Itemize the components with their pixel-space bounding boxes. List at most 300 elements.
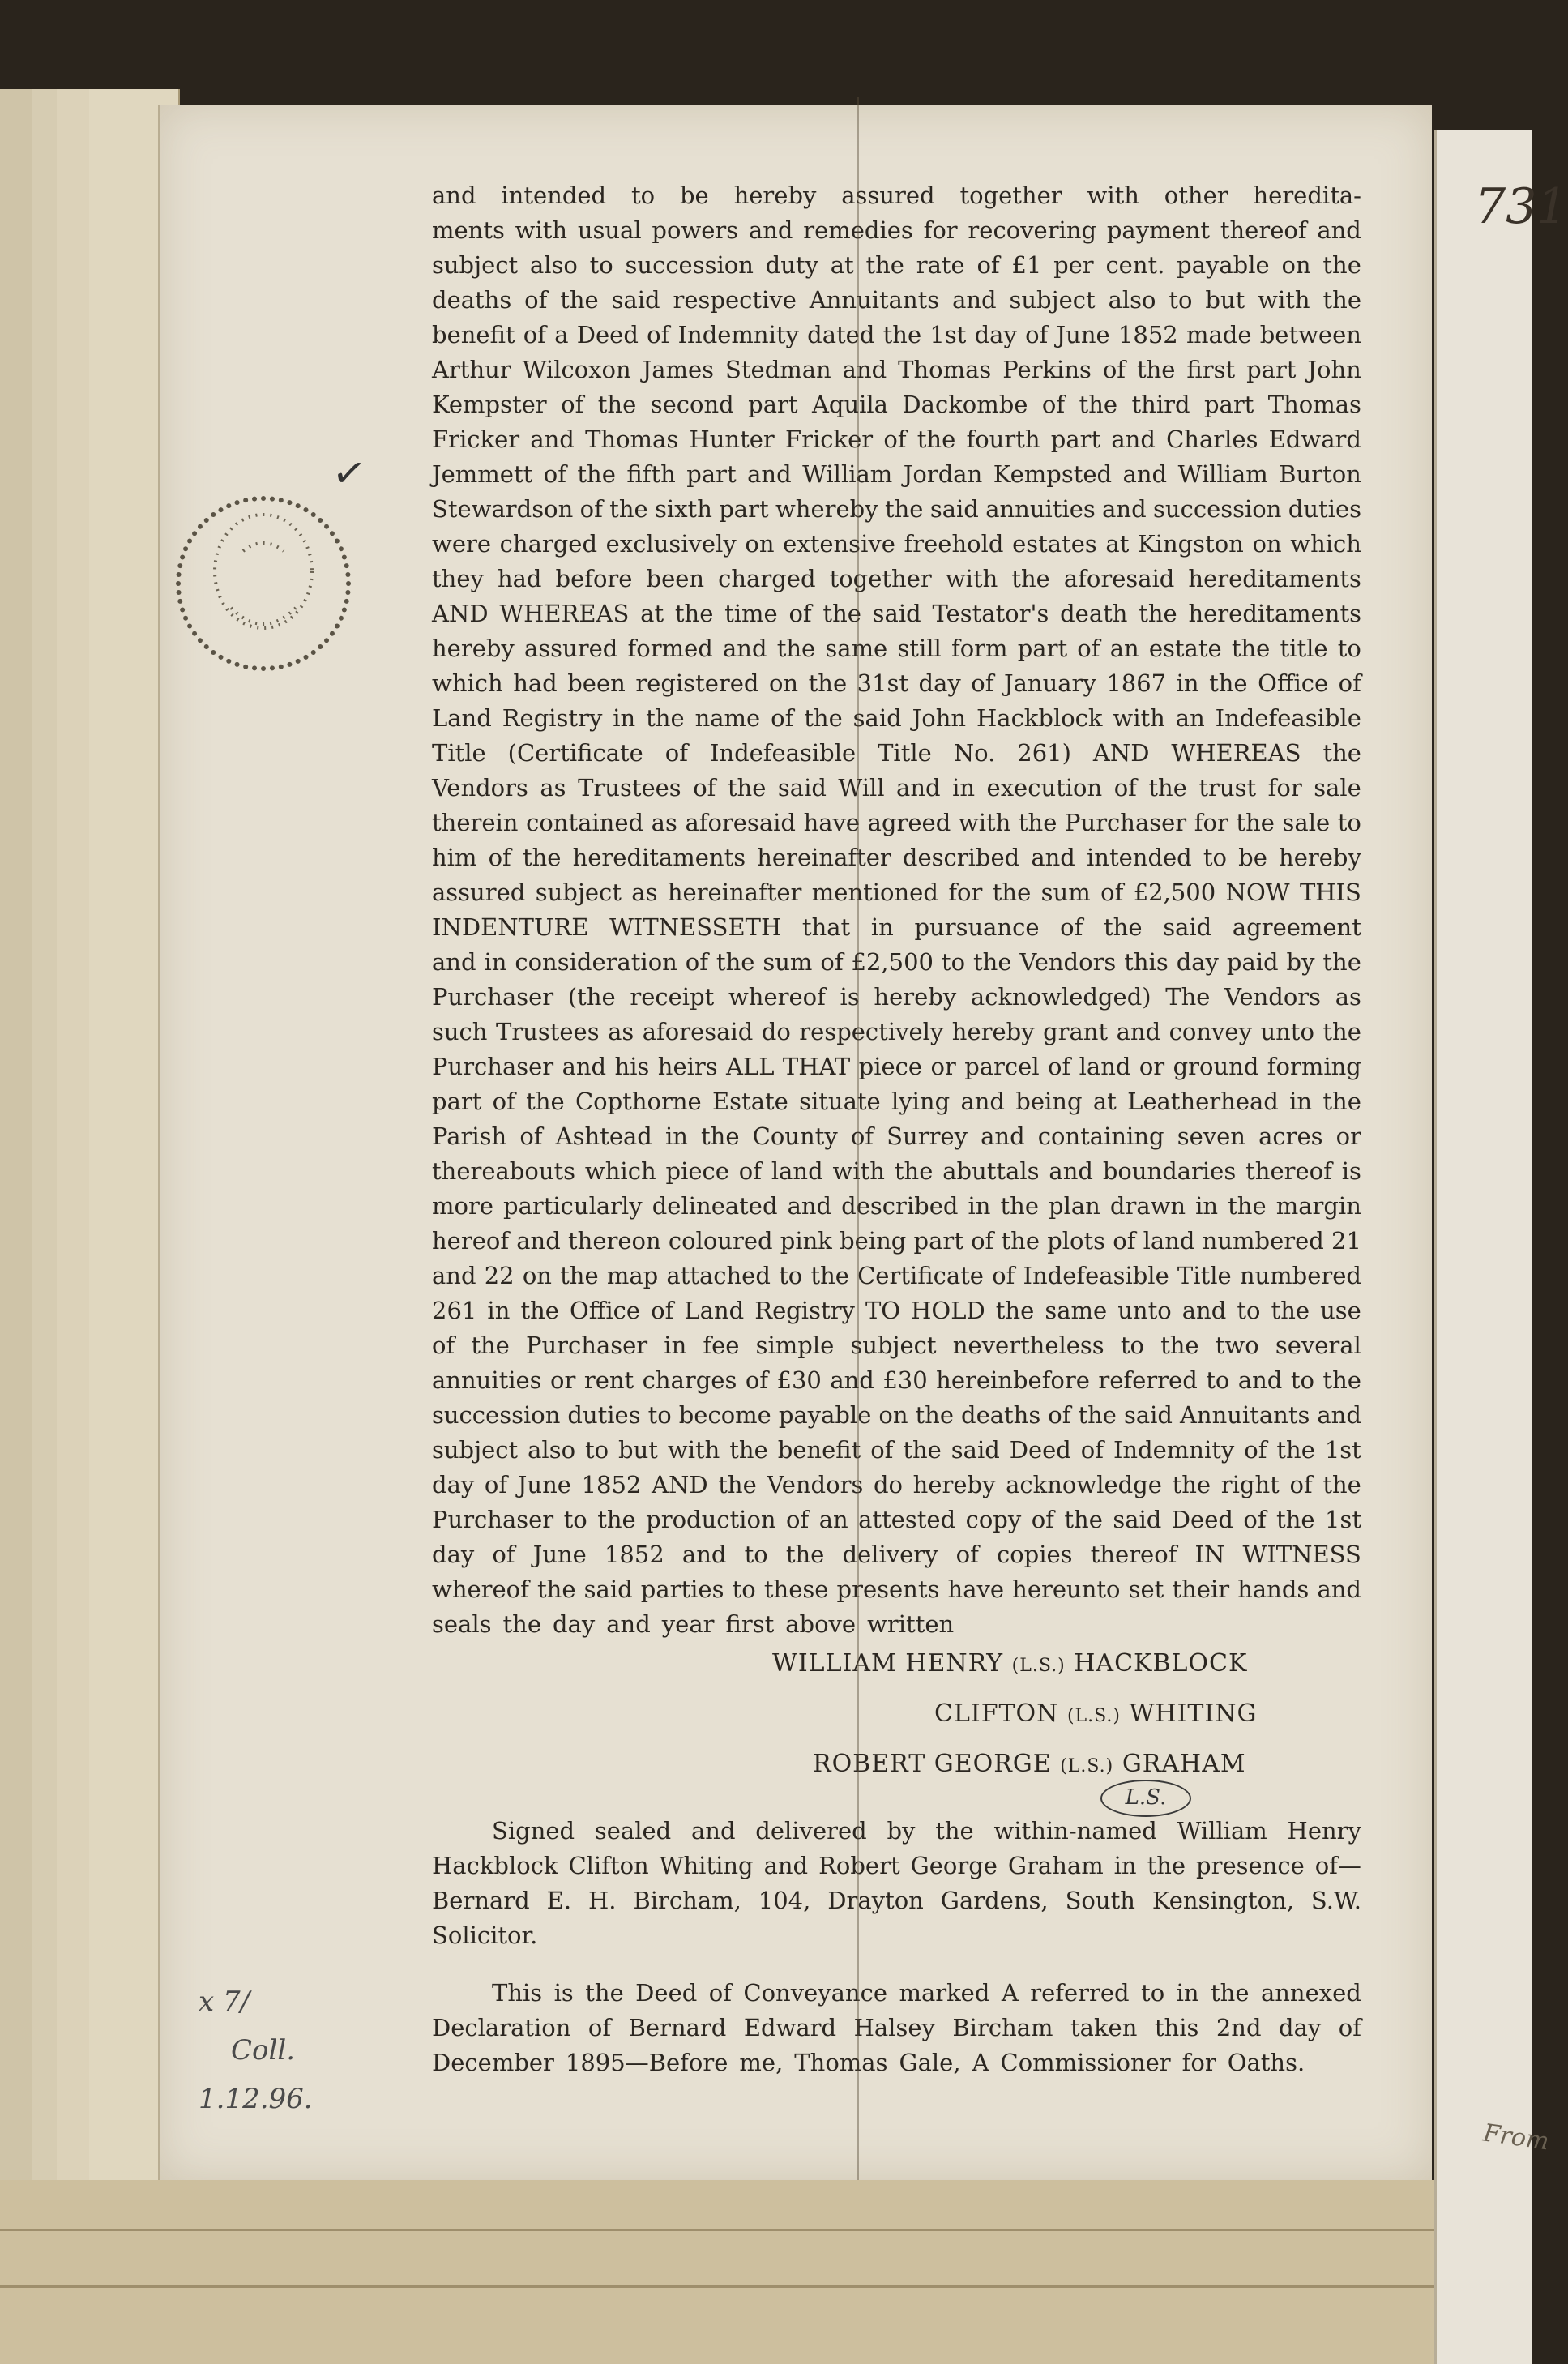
word: Oaths. [1227, 2049, 1305, 2076]
word: the [718, 1471, 757, 1498]
word: Certificate [857, 1262, 984, 1289]
word: and [1317, 1401, 1361, 1429]
word: together [959, 182, 1062, 209]
word: hereinafter [757, 844, 891, 871]
word: said [1113, 1506, 1162, 1533]
word: copies [996, 1541, 1073, 1568]
word: margin [1275, 1192, 1361, 1220]
word: more [432, 1192, 493, 1220]
word: simple [755, 1332, 835, 1359]
word: first [725, 1610, 775, 1638]
word: do [761, 1018, 791, 1045]
word: plots [1047, 1227, 1106, 1255]
word: of [484, 1471, 508, 1498]
handwritten-seal-mark: L.S. [1100, 1780, 1191, 1817]
word: heredita- [1253, 182, 1361, 209]
word: the [1231, 635, 1271, 662]
word: Graham [1007, 1852, 1104, 1879]
word: of [524, 286, 548, 314]
word: Title [432, 739, 486, 767]
text-line [432, 527, 1361, 562]
word: Testator's [932, 600, 1049, 627]
word: Purchaser [432, 983, 554, 1011]
word: sum [763, 948, 813, 976]
word: mentioned [811, 878, 938, 906]
word: of [955, 1541, 979, 1568]
word: John [912, 704, 967, 732]
word: Bircham [952, 2014, 1053, 2041]
word: aforesaid [1063, 565, 1175, 592]
word: of [579, 495, 603, 523]
word: with [1113, 704, 1165, 732]
word: of [1031, 1506, 1054, 1533]
word: William [802, 460, 893, 488]
word: December [432, 2049, 554, 2076]
word: the [716, 948, 755, 976]
word: this [1154, 2014, 1199, 2041]
word: William [1177, 460, 1268, 488]
word: above [785, 1610, 857, 1638]
word: in [1176, 1979, 1199, 2007]
word: Drayton [827, 1887, 924, 1914]
word: rate [916, 251, 965, 279]
word: E. [546, 1887, 572, 1914]
word: parties [640, 1575, 724, 1603]
word: duty [765, 251, 818, 279]
word: other [1164, 182, 1228, 209]
word: an [1109, 635, 1139, 662]
word: part [719, 495, 769, 523]
word: in [613, 704, 636, 732]
word: and [432, 948, 476, 976]
word: sixth [655, 495, 712, 523]
word: of [1048, 1401, 1071, 1429]
word: consideration [515, 948, 677, 976]
text-line [432, 1572, 1361, 1607]
word: recovering [968, 216, 1097, 244]
word: to [1337, 635, 1361, 662]
word: trust [1198, 774, 1257, 802]
text-line [432, 562, 1361, 596]
word: and [748, 216, 793, 244]
word: and [606, 1610, 651, 1638]
word: in [1195, 1192, 1219, 1220]
word: hereby [1279, 844, 1361, 871]
word: Bernard [432, 1887, 530, 1914]
word: County [752, 1122, 838, 1150]
word: and [1111, 425, 1156, 453]
word: together [829, 565, 932, 592]
word: Whiting [659, 1852, 754, 1879]
word: in [487, 1297, 511, 1324]
word: being [1015, 1088, 1083, 1115]
margin-note: 1.12.96. [199, 2083, 313, 2115]
word: day [1279, 2014, 1322, 2041]
text-line [432, 2046, 1361, 2080]
word: and [1049, 1157, 1093, 1185]
word: and [432, 182, 476, 209]
word: the [995, 1297, 1035, 1324]
word: the [1172, 1471, 1211, 1498]
word: of [1113, 1227, 1136, 1255]
word: registered [635, 669, 759, 697]
word: to [941, 948, 966, 976]
word: charges [642, 1366, 737, 1394]
word: Declaration [432, 2014, 571, 2041]
word: of [850, 1122, 874, 1150]
adjacent-document [1434, 130, 1532, 2364]
word: become [678, 1401, 771, 1429]
word: per [1053, 251, 1094, 279]
word: Vendors [767, 1471, 864, 1498]
word: 31st [857, 669, 909, 697]
word: Wilcoxon [522, 356, 631, 383]
word: map [606, 1262, 659, 1289]
word: South [1065, 1887, 1135, 1914]
word: execution [986, 774, 1103, 802]
text-line [432, 492, 1361, 527]
text-line [432, 596, 1361, 631]
word: the [520, 1297, 559, 1324]
word: freehold [904, 530, 1004, 558]
word: Copthorne [575, 1088, 702, 1115]
word: Stewardson [432, 495, 574, 523]
word: subject [850, 1332, 937, 1359]
word: part [432, 1088, 482, 1115]
word: hereof [432, 1227, 510, 1255]
word: annexed [1260, 1979, 1361, 2007]
word: of [745, 1366, 769, 1394]
text-line [432, 1883, 1361, 1918]
text-line [432, 875, 1361, 910]
word: and [1031, 844, 1075, 871]
word: of [651, 1297, 674, 1324]
text-line [432, 1976, 1361, 2011]
word: hereby [733, 182, 817, 209]
word: Title [1177, 1262, 1232, 1289]
word: exclusively [605, 530, 737, 558]
word: cent. [1105, 251, 1165, 279]
word: Hackblock [432, 1852, 558, 1879]
word: acknowledge [1006, 1471, 1162, 1498]
word: delineated [652, 1192, 778, 1220]
word: Indemnity [677, 321, 799, 348]
word: 1852 [581, 1471, 642, 1498]
word: WHEREAS [1171, 739, 1301, 767]
word: been [567, 669, 626, 697]
word: seals [432, 1610, 492, 1638]
word: on [1252, 530, 1282, 558]
word: containing [1037, 1122, 1164, 1150]
word: fourth [966, 425, 1040, 453]
text-line [432, 1224, 1361, 1259]
text-line [432, 1918, 1361, 1953]
word: hereinbefore [936, 1366, 1090, 1394]
word: use [1320, 1297, 1361, 1324]
word: on [878, 1401, 908, 1429]
word: written [867, 1610, 955, 1638]
word: paid [1226, 948, 1279, 976]
word: to [1120, 1332, 1144, 1359]
word: at [830, 251, 854, 279]
word: time [724, 600, 778, 627]
word: and [562, 1053, 607, 1080]
word: as [651, 809, 677, 836]
word: June [517, 1471, 571, 1498]
word: part [1203, 391, 1254, 418]
word: said [583, 1575, 633, 1603]
word: and [960, 1088, 1005, 1115]
word: the [882, 321, 922, 348]
word: thereabouts [432, 1157, 576, 1185]
word: Indefeasible [1215, 704, 1361, 732]
word: of [786, 1506, 810, 1533]
word: WITNESSETH [609, 913, 782, 941]
word: charged [499, 530, 598, 558]
word: within-named [993, 1817, 1157, 1845]
word: parcel [964, 1053, 1040, 1080]
word: AND [652, 1471, 708, 1498]
word: day [974, 321, 1017, 348]
word: of [664, 739, 688, 767]
word: to [1206, 1366, 1230, 1394]
word: land [771, 1157, 823, 1185]
word: as [631, 878, 658, 906]
word: of [1048, 1053, 1071, 1080]
word: before [555, 565, 633, 592]
word: the [915, 1401, 954, 1429]
word: Gardens, [940, 1887, 1049, 1914]
word: Jordan [903, 460, 983, 488]
word: Land [432, 704, 492, 732]
word: presents [836, 1575, 940, 1603]
word: and [722, 635, 767, 662]
word: the [776, 635, 816, 662]
word: coloured [668, 1227, 773, 1255]
word: the [597, 391, 637, 418]
word: for [1181, 2049, 1216, 2076]
word: Gale, [899, 2049, 961, 2076]
word: aforesaid [642, 1018, 754, 1045]
word: to [779, 1262, 803, 1289]
text-line [432, 736, 1361, 771]
text-line [432, 457, 1361, 492]
word: 104, [758, 1887, 811, 1914]
text-line [432, 840, 1361, 875]
word: by [1286, 948, 1315, 976]
word: hereby [874, 983, 957, 1011]
word: the [597, 1506, 636, 1533]
word: Parish [432, 1122, 507, 1150]
word: same [825, 635, 888, 662]
text-line [432, 666, 1361, 701]
text-line [432, 771, 1361, 806]
word: of [1289, 1471, 1313, 1498]
word: Deed [576, 321, 639, 348]
word: 1895—Before [565, 2049, 728, 2076]
word: TO [865, 1297, 901, 1324]
word: the [560, 1262, 599, 1289]
word: and [1237, 1366, 1283, 1394]
word: for [948, 878, 983, 906]
text-line [432, 1433, 1361, 1468]
text-line [432, 422, 1361, 457]
word: in [1113, 1852, 1137, 1879]
word: to [744, 1541, 768, 1568]
word: and [1317, 1575, 1361, 1603]
word: thereof [1090, 1541, 1177, 1568]
word: of [1060, 913, 1083, 941]
word: whereof [728, 983, 826, 1011]
adjacent-document-note: From [1480, 2118, 1551, 2157]
word: the [526, 1088, 565, 1115]
word: of [788, 600, 812, 627]
word: the [1079, 391, 1118, 418]
word: also [529, 251, 578, 279]
word: the [701, 1122, 740, 1150]
word: (Certificate [507, 739, 643, 767]
text-line [432, 283, 1361, 318]
word: hereditaments [572, 844, 746, 871]
word: This [492, 1979, 543, 2007]
word: William [1177, 1817, 1267, 1845]
deed-body-text [432, 178, 1361, 1642]
word: INDENTURE [432, 913, 589, 941]
word: and [896, 774, 941, 802]
word: particularly [503, 1192, 643, 1220]
word: be [679, 182, 709, 209]
word: and [763, 1852, 809, 1879]
word: lying [891, 1088, 951, 1115]
word: 261 [432, 1297, 477, 1324]
word: convey [1169, 1018, 1252, 1045]
word: Vendors [1019, 948, 1117, 976]
word: delivery [842, 1541, 938, 1568]
word: the [1000, 1192, 1039, 1220]
word: succession [625, 251, 754, 279]
word: the [1322, 1366, 1361, 1394]
word: said [852, 704, 902, 732]
word: year [661, 1610, 715, 1638]
word: day [553, 1610, 596, 1638]
word: to [584, 1436, 609, 1464]
word: 1852 [1117, 321, 1178, 348]
word: remedies [803, 216, 913, 244]
word: The [1165, 983, 1211, 1011]
text-line [432, 910, 1361, 945]
word: Annuitants [809, 286, 940, 314]
text-line [432, 1049, 1361, 1084]
word: piece [858, 1053, 923, 1080]
word: (the [567, 983, 616, 1011]
text-line [432, 1259, 1361, 1293]
word: said [777, 774, 827, 802]
word: the [1276, 1506, 1315, 1533]
word: the [1322, 1018, 1361, 1045]
word: said [929, 495, 979, 523]
word: in [664, 1122, 688, 1150]
word: Fricker [432, 425, 520, 453]
word: Kingston [1138, 530, 1244, 558]
word: thereon [568, 1227, 661, 1255]
word: of [870, 1436, 894, 1464]
word: Surrey [887, 1122, 968, 1150]
word: do [873, 1471, 904, 1498]
word: respectively [799, 1018, 944, 1045]
word: succession [432, 1401, 561, 1429]
word: of [492, 1088, 515, 1115]
word: with [1258, 286, 1310, 314]
text-line [432, 318, 1361, 353]
word: the [935, 1817, 974, 1845]
text-line [432, 631, 1361, 666]
word: the [1276, 1436, 1315, 1464]
text-line [432, 1503, 1361, 1537]
word: Hunter [689, 425, 775, 453]
text-line [432, 1537, 1361, 1572]
word: that [801, 913, 851, 941]
word: Purchaser [525, 1332, 648, 1359]
word: 1st [1325, 1506, 1361, 1533]
word: two [1215, 1332, 1259, 1359]
word: sale [1282, 809, 1331, 836]
word: an [1175, 704, 1205, 732]
word: attested [858, 1506, 956, 1533]
word: forming [1267, 1053, 1361, 1080]
text-line [432, 945, 1361, 980]
word: A [972, 2049, 989, 2076]
word: of [693, 774, 716, 802]
word: assured [524, 635, 618, 662]
word: of [1102, 356, 1126, 383]
word: unto [1260, 1018, 1314, 1045]
word: on [522, 1262, 552, 1289]
word: £30 [882, 1366, 928, 1394]
word: the [810, 1262, 849, 1289]
word: Deed [1171, 1506, 1233, 1533]
word: part [913, 1227, 963, 1255]
word: assured [432, 878, 526, 906]
word: Perkins [1002, 356, 1092, 383]
word: were [432, 530, 492, 558]
word: whereby [775, 495, 878, 523]
text-line [432, 1398, 1361, 1433]
word: of [523, 321, 546, 348]
word: referred [1030, 1979, 1130, 2007]
word: Thomas [898, 356, 992, 383]
word: said [951, 1436, 1000, 1464]
word: duties [567, 1401, 641, 1429]
word: Office [1258, 669, 1329, 697]
word: the [1209, 669, 1248, 697]
word: ments [432, 216, 505, 244]
word: set [1128, 1575, 1164, 1603]
word: Stedman [725, 356, 831, 383]
word: death [1060, 600, 1128, 627]
text-line [432, 1328, 1361, 1363]
word: attached [666, 1262, 771, 1289]
word: IN [1194, 1541, 1225, 1568]
word: January [1004, 669, 1096, 697]
word: the [1322, 1471, 1361, 1498]
word: day [918, 669, 961, 697]
word: nevertheless [952, 1332, 1104, 1359]
word: the [916, 425, 956, 453]
text-line [432, 1814, 1361, 1849]
word: annuities [985, 495, 1096, 523]
word: in [484, 948, 507, 976]
word: benefit [432, 321, 515, 348]
